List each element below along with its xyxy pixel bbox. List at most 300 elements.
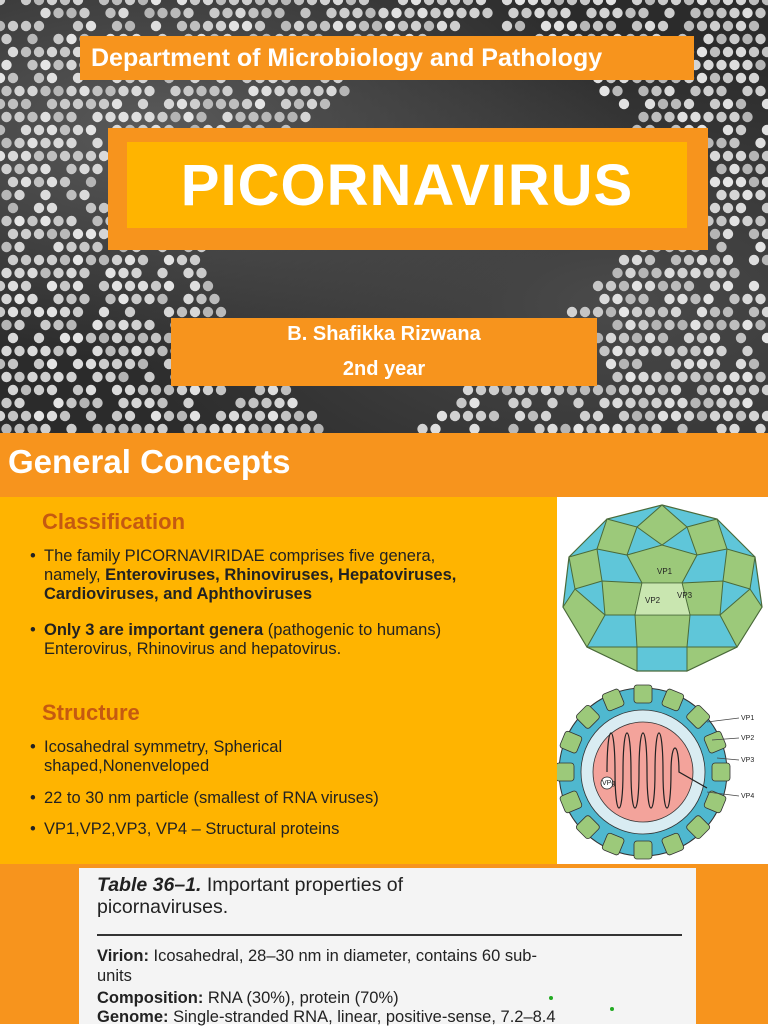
virus-particle: [762, 255, 768, 265]
bullet-text: (pathogenic to humans): [263, 621, 442, 639]
virus-particle: [710, 21, 720, 31]
virus-particle: [92, 346, 102, 356]
virus-particle: [118, 86, 128, 96]
virus-particle: [229, 0, 239, 5]
virus-particle: [723, 255, 733, 265]
virus-particle: [307, 99, 317, 109]
virus-particle: [625, 346, 635, 356]
virus-particle: [144, 86, 154, 96]
virus-particle: [612, 346, 622, 356]
title-slide: [0, 0, 768, 433]
virus-particle: [697, 0, 707, 5]
virus-particle: [170, 8, 180, 18]
virus-particle: [86, 21, 96, 31]
virus-particle: [450, 21, 460, 31]
virus-particle: [73, 307, 83, 317]
row-label: Composition:: [97, 989, 204, 1007]
virus-particle: [79, 242, 89, 252]
virus-particle: [105, 320, 115, 330]
virus-particle: [8, 47, 18, 57]
virus-particle: [34, 411, 44, 421]
virus-particle: [53, 320, 63, 330]
virus-particle: [638, 112, 648, 122]
virus-particle: [359, 21, 369, 31]
virus-particle: [73, 125, 83, 135]
virus-particle: [287, 112, 297, 122]
virus-particle: [749, 307, 759, 317]
virus-particle: [8, 203, 18, 213]
virus-particle: [79, 190, 89, 200]
virus-particle: [21, 385, 31, 395]
virus-particle: [417, 8, 427, 18]
title-box: [127, 142, 687, 228]
virus-particle: [755, 60, 765, 70]
virus-particle: [66, 86, 76, 96]
virus-particle: [638, 86, 648, 96]
virus-particle: [0, 125, 5, 135]
virus-particle: [112, 0, 122, 5]
virus-particle: [268, 385, 278, 395]
virus-particle: [671, 281, 681, 291]
virus-particle: [0, 0, 5, 5]
cross-section-illustration: [557, 680, 768, 864]
virus-particle: [86, 255, 96, 265]
virus-particle: [755, 294, 765, 304]
virus-particle: [697, 359, 707, 369]
virus-particle: [723, 281, 733, 291]
virus-particle: [131, 320, 141, 330]
virus-particle: [567, 385, 577, 395]
virus-particle: [281, 99, 291, 109]
virus-particle: [313, 424, 323, 433]
virus-particle: [697, 21, 707, 31]
virus-particle: [606, 333, 616, 343]
virus-particle: [703, 60, 713, 70]
virus-particle: [632, 359, 642, 369]
virus-particle: [690, 320, 700, 330]
virus-particle: [762, 125, 768, 135]
virus-particle: [671, 99, 681, 109]
virus-particle: [60, 151, 70, 161]
virus-particle: [60, 0, 70, 5]
classification-heading: Classification: [42, 509, 186, 534]
virus-particle: [92, 242, 102, 252]
virus-particle: [638, 372, 648, 382]
virus-particle: [677, 294, 687, 304]
virus-particle: [105, 8, 115, 18]
virus-particle: [34, 385, 44, 395]
virus-particle: [229, 21, 239, 31]
virus-particle: [229, 99, 239, 109]
slide-title: PICORNAVIRUS: [180, 153, 634, 218]
virus-particle: [755, 138, 765, 148]
virus-particle: [255, 99, 265, 109]
virus-particle: [255, 0, 265, 5]
virus-particle: [196, 424, 206, 433]
virus-particle: [53, 86, 63, 96]
virus-particle: [86, 125, 96, 135]
virus-particle: [729, 216, 739, 226]
virus-particle: [580, 411, 590, 421]
virus-particle: [138, 99, 148, 109]
virus-particle: [294, 99, 304, 109]
virus-particle: [112, 281, 122, 291]
structure-bullet-1: [30, 738, 550, 776]
virus-particle: [651, 372, 661, 382]
virus-particle: [105, 294, 115, 304]
virus-particle: [27, 216, 37, 226]
table-number: Table 36–1.: [97, 874, 202, 896]
virus-particle: [482, 8, 492, 18]
virus-particle: [755, 164, 765, 174]
virus-particle: [151, 21, 161, 31]
virus-particle: [27, 112, 37, 122]
virus-particle: [463, 0, 473, 5]
virus-particle: [463, 411, 473, 421]
virus-particle: [144, 372, 154, 382]
virus-particle: [346, 0, 356, 5]
virus-particle: [742, 346, 752, 356]
virus-particle: [411, 21, 421, 31]
virus-particle: [749, 411, 759, 421]
section-label: VP4: [741, 793, 755, 800]
virus-particle: [736, 177, 746, 187]
virus-particle: [346, 21, 356, 31]
virus-particle: [632, 333, 642, 343]
virus-particle: [326, 8, 336, 18]
virus-particle: [632, 385, 642, 395]
virus-particle: [261, 86, 271, 96]
virus-particle: [697, 411, 707, 421]
virus-particle: [716, 138, 726, 148]
virus-particle: [164, 307, 174, 317]
virus-particle: [157, 112, 167, 122]
virus-particle: [671, 0, 681, 5]
virus-particle: [729, 60, 739, 70]
virus-particle: [710, 359, 720, 369]
virus-particle: [619, 333, 629, 343]
virus-particle: [105, 424, 115, 433]
virus-particle: [684, 0, 694, 5]
virus-particle: [60, 177, 70, 187]
virus-particle: [21, 21, 31, 31]
virus-particle: [151, 0, 161, 5]
virus-particle: [755, 320, 765, 330]
capsid-label: VP2: [645, 596, 661, 605]
virus-particle: [762, 47, 768, 57]
virus-particle: [528, 385, 538, 395]
virus-particle: [281, 411, 291, 421]
virus-particle: [593, 281, 603, 291]
virus-particle: [606, 385, 616, 395]
bullet-text: Icosahedral symmetry, Spherical: [44, 738, 283, 756]
virus-particle: [53, 398, 63, 408]
virus-particle: [554, 385, 564, 395]
virus-particle: [716, 346, 726, 356]
virus-particle: [664, 86, 674, 96]
virus-particle: [183, 86, 193, 96]
virus-particle: [463, 385, 473, 395]
virus-particle: [625, 320, 635, 330]
virus-particle: [612, 268, 622, 278]
virus-particle: [749, 177, 759, 187]
virus-particle: [651, 268, 661, 278]
virus-particle: [645, 0, 655, 5]
virus-particle: [729, 34, 739, 44]
virus-particle: [196, 86, 206, 96]
virus-particle: [528, 411, 538, 421]
virus-particle: [736, 21, 746, 31]
virus-particle: [105, 112, 115, 122]
virus-particle: [138, 359, 148, 369]
virus-particle: [573, 398, 583, 408]
virus-particle: [86, 203, 96, 213]
virus-particle: [658, 333, 668, 343]
virus-particle: [144, 320, 154, 330]
virus-particle: [21, 255, 31, 265]
virus-particle: [27, 346, 37, 356]
virus-particle: [14, 346, 24, 356]
virus-particle: [118, 112, 128, 122]
virus-particle: [710, 47, 720, 57]
virus-particle: [118, 294, 128, 304]
virus-particle: [755, 8, 765, 18]
virus-particle: [762, 99, 768, 109]
virus-particle: [736, 411, 746, 421]
virus-particle: [21, 125, 31, 135]
virus-particle: [742, 216, 752, 226]
virus-particle: [242, 21, 252, 31]
virus-particle: [567, 21, 577, 31]
virus-particle: [229, 411, 239, 421]
virus-particle: [157, 424, 167, 433]
virus-particle: [742, 86, 752, 96]
virus-particle: [716, 424, 726, 433]
virus-particle: [547, 8, 557, 18]
capsomere: [712, 763, 730, 781]
virus-particle: [0, 281, 5, 291]
virus-particle: [762, 229, 768, 239]
virus-particle: [190, 281, 200, 291]
virus-particle: [710, 385, 720, 395]
virus-particle: [385, 21, 395, 31]
virus-particle: [684, 99, 694, 109]
virus-particle: [138, 333, 148, 343]
section-label: VP3: [741, 757, 755, 764]
virus-particle: [99, 333, 109, 343]
virus-particle: [762, 177, 768, 187]
virus-particle: [294, 21, 304, 31]
bullet-text: 22 to 30 nm particle (smallest of RNA viruses): [44, 789, 379, 807]
virus-particle: [118, 424, 128, 433]
virus-particle: [612, 86, 622, 96]
virus-particle: [489, 411, 499, 421]
virus-particle: [86, 229, 96, 239]
virus-particle: [742, 294, 752, 304]
virus-particle: [177, 99, 187, 109]
bullet-icon: •: [30, 789, 36, 807]
virus-particle: [638, 398, 648, 408]
table-title: [97, 874, 403, 918]
virus-particle: [716, 268, 726, 278]
virus-particle: [99, 359, 109, 369]
virus-particle: [684, 21, 694, 31]
virus-particle: [690, 268, 700, 278]
virus-particle: [716, 86, 726, 96]
virus-particle: [508, 8, 518, 18]
virus-particle: [671, 307, 681, 317]
virus-particle: [1, 398, 11, 408]
virus-particle: [209, 8, 219, 18]
virus-particle: [86, 359, 96, 369]
virus-particle: [79, 398, 89, 408]
virus-particle: [203, 385, 213, 395]
virus-particle: [92, 164, 102, 174]
virus-particle: [40, 320, 50, 330]
virus-particle: [677, 398, 687, 408]
virus-particle: [645, 411, 655, 421]
virus-particle: [762, 0, 768, 5]
virus-particle: [242, 411, 252, 421]
genera-list: Enteroviruses, Rhinoviruses, Hepatoviruses,: [105, 566, 457, 584]
virus-particle: [677, 372, 687, 382]
table-row: [97, 946, 687, 986]
virus-particle: [144, 294, 154, 304]
virus-particle: [684, 255, 694, 265]
virus-particle: [131, 112, 141, 122]
virus-particle: [47, 203, 57, 213]
virus-particle: [79, 164, 89, 174]
virus-particle: [138, 0, 148, 5]
virus-particle: [476, 0, 486, 5]
virus-particle: [216, 385, 226, 395]
virus-particle: [105, 372, 115, 382]
virus-particle: [723, 73, 733, 83]
virus-particle: [183, 294, 193, 304]
virus-particle: [248, 398, 258, 408]
virus-particle: [580, 0, 590, 5]
virus-particle: [203, 307, 213, 317]
virus-particle: [749, 229, 759, 239]
textbook-page: [79, 868, 696, 1024]
virus-particle: [749, 21, 759, 31]
virus-particle: [742, 372, 752, 382]
virus-particle: [60, 255, 70, 265]
virus-particle: [27, 86, 37, 96]
section-heading: General Concepts: [8, 443, 291, 480]
virus-particle: [157, 8, 167, 18]
classification-bullet-1: [30, 547, 550, 604]
virus-particle: [164, 411, 174, 421]
virus-particle: [729, 164, 739, 174]
virus-particle: [27, 294, 37, 304]
virus-particle: [14, 398, 24, 408]
virus-particle: [502, 0, 512, 5]
virus-particle: [235, 424, 245, 433]
virus-particle: [40, 216, 50, 226]
virus-particle: [697, 307, 707, 317]
virus-particle: [14, 86, 24, 96]
section-label: VP1: [741, 715, 755, 722]
virus-particle: [547, 398, 557, 408]
virus-particle: [73, 359, 83, 369]
virus-particle: [677, 346, 687, 356]
virus-particle: [723, 229, 733, 239]
virus-particle: [131, 294, 141, 304]
virus-particle: [502, 21, 512, 31]
virus-particle: [658, 307, 668, 317]
virus-particle: [742, 398, 752, 408]
virus-particle: [34, 21, 44, 31]
virus-particle: [47, 125, 57, 135]
virus-particle: [333, 21, 343, 31]
concepts-slide: [0, 433, 768, 864]
virus-particle: [8, 99, 18, 109]
virus-particle: [736, 151, 746, 161]
virus-particle: [144, 8, 154, 18]
virus-particle: [66, 320, 76, 330]
virus-particle: [0, 411, 5, 421]
genera-list: Cardioviruses, and Aphthoviruses: [44, 585, 313, 603]
virus-particle: [671, 255, 681, 265]
virus-particle: [1, 138, 11, 148]
structure-heading: Structure: [42, 700, 140, 725]
virus-particle: [14, 164, 24, 174]
virus-particle: [749, 151, 759, 161]
virus-particle: [27, 424, 37, 433]
virus-particle: [703, 398, 713, 408]
virus-particle: [1, 424, 11, 433]
virus-particle: [53, 294, 63, 304]
virus-particle: [729, 372, 739, 382]
virus-particle: [0, 359, 5, 369]
virus-particle: [690, 346, 700, 356]
virus-particle: [664, 112, 674, 122]
virus-particle: [690, 294, 700, 304]
virus-particle: [651, 346, 661, 356]
virus-particle: [73, 151, 83, 161]
virus-particle: [710, 411, 720, 421]
virus-particle: [716, 372, 726, 382]
virus-particle: [729, 190, 739, 200]
virus-particle: [183, 424, 193, 433]
virus-particle: [118, 268, 128, 278]
virus-particle: [1, 86, 11, 96]
virus-particle: [307, 21, 317, 31]
virus-particle: [664, 294, 674, 304]
virus-particle: [0, 151, 5, 161]
virus-particle: [66, 60, 76, 70]
virus-particle: [151, 281, 161, 291]
virus-particle: [391, 8, 401, 18]
virus-particle: [125, 411, 135, 421]
virus-particle: [625, 372, 635, 382]
virus-particle: [222, 112, 232, 122]
author-box: [171, 318, 597, 386]
virus-particle: [86, 151, 96, 161]
virus-particle: [66, 294, 76, 304]
virus-particle: [710, 255, 720, 265]
structure-bullet-3: [30, 820, 550, 839]
virus-particle: [651, 112, 661, 122]
virus-particle: [190, 307, 200, 317]
virus-particle: [313, 86, 323, 96]
virus-particle: [196, 112, 206, 122]
virus-particle: [164, 281, 174, 291]
virus-particle: [456, 8, 466, 18]
virus-particle: [112, 99, 122, 109]
virus-particle: [710, 0, 720, 5]
